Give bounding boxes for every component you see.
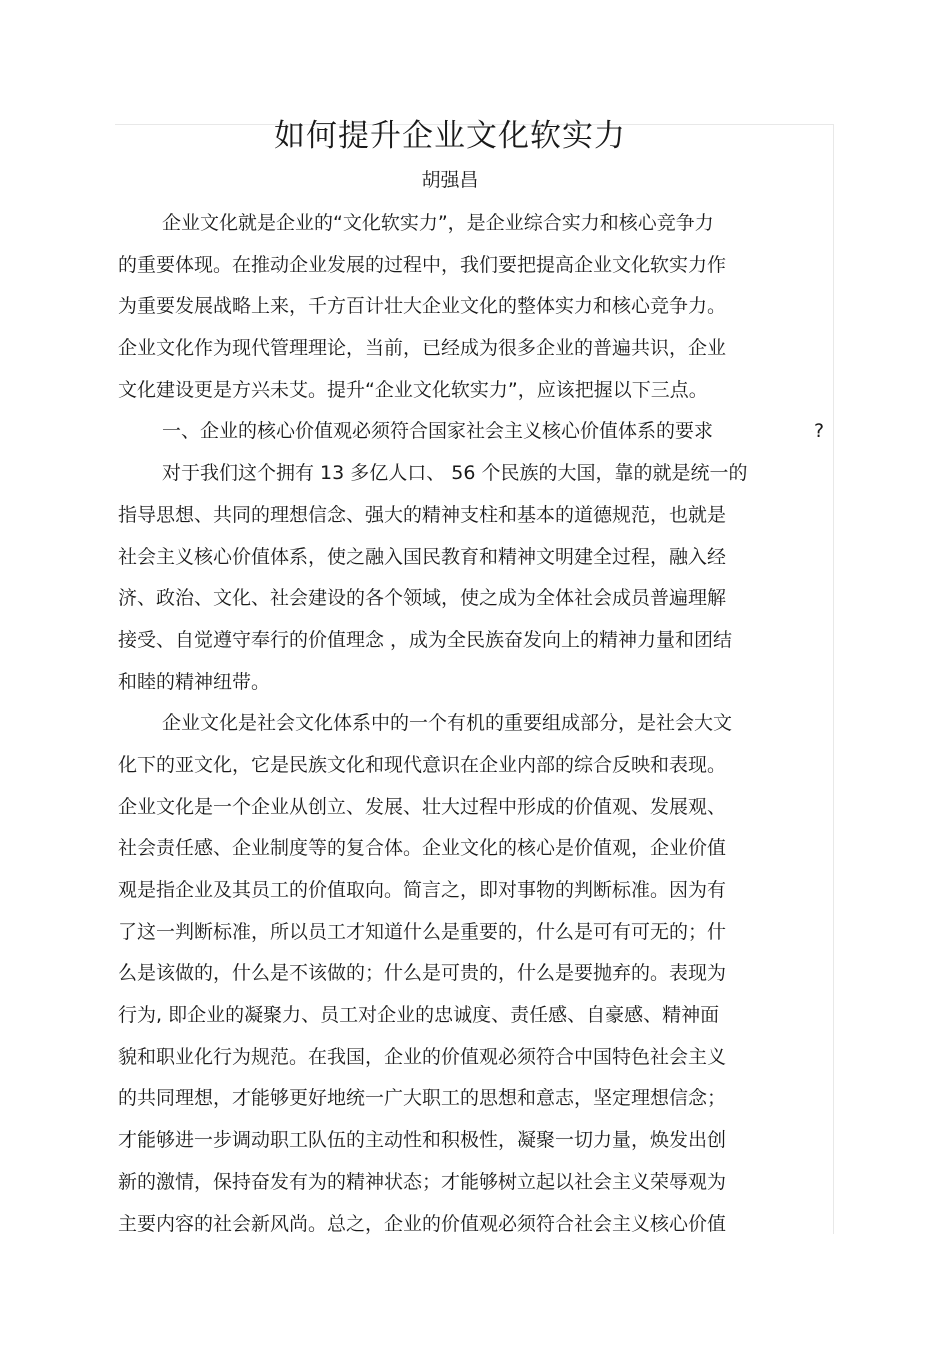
text-line: 企业文化作为现代管理理论，当前，已经成为很多企业的普遍共识，企业 <box>118 337 727 360</box>
document-body <box>118 203 828 1245</box>
text-line: 文化建设更是方兴未艾。提升“企业文化软实力”，应该把握以下三点。 <box>118 378 708 401</box>
text-line: 行为, 即企业的凝聚力、员工对企业的忠诚度、责任感、自豪感、精神面 <box>118 1004 720 1027</box>
text-line: 了这一判断标准，所以员工才知道什么是重要的，什么是可有可无的；什 <box>118 920 727 943</box>
text-line: 才能够进一步调动职工队伍的主动性和积极性，凝聚一切力量，焕发出创 <box>118 1129 727 1152</box>
heading-question-mark: ? <box>814 420 825 443</box>
text-line: 么是该做的，什么是不该做的；什么是可贵的，什么是要抛弃的。表现为 <box>118 962 727 985</box>
document-title: 如何提升企业文化软实力 <box>274 118 626 154</box>
text-line: 企业文化是社会文化体系中的一个有机的重要组成部分，是社会大文 <box>162 712 733 735</box>
text-line: 为重要发展战略上来，千方百计壮大企业文化的整体实力和核心竞争力。 <box>118 295 727 318</box>
text-line: 貌和职业化行为规范。在我国，企业的价值观必须符合中国特色社会主义 <box>118 1045 727 1068</box>
page-border-right <box>833 124 834 1234</box>
text-line: 化下的亚文化，它是民族文化和现代意识在企业内部的综合反映和表现。 <box>118 753 727 776</box>
section-heading: 一、企业的核心价值观必须符合国家社会主义核心价值体系的要求 <box>162 420 714 443</box>
text-line: 主要内容的社会新风尚。总之，企业的价值观必须符合社会主义核心价值 <box>118 1212 727 1235</box>
text-line: 社会责任感、企业制度等的复合体。企业文化的核心是价值观，企业价值 <box>118 837 727 860</box>
text-line: 新的激情，保持奋发有为的精神状态；才能够树立起以社会主义荣辱观为 <box>118 1170 727 1193</box>
text-line: 指导思想、共同的理想信念、强大的精神支柱和基本的道德规范，也就是 <box>118 503 727 526</box>
text-line: 济、政治、文化、社会建设的各个领域，使之成为全体社会成员普遍理解 <box>118 587 727 610</box>
text-line: 的重要体现。在推动企业发展的过程中，我们要把提高企业文化软实力作 <box>118 253 727 276</box>
text-line: 和睦的精神纽带。 <box>118 670 271 693</box>
text-line: 对于我们这个拥有 13 多亿人口、 56 个民族的大国，靠的就是统一的 <box>162 462 748 485</box>
text-line: 观是指企业及其员工的价值取向。简言之，即对事物的判断标准。因为有 <box>118 879 727 901</box>
text-line: 企业文化是一个企业从创立、发展、壮大过程中形成的价值观、发展观、 <box>118 795 727 818</box>
text-line: 的共同理想，才能够更好地统一广大职工的思想和意志，坚定理想信念； <box>118 1087 727 1110</box>
text-line: 社会主义核心价值体系，使之融入国民教育和精神文明建全过程，融入经 <box>118 545 727 568</box>
section-heading-line <box>118 411 828 453</box>
document-author: 胡强昌 <box>421 169 479 191</box>
text-line: 接受、自觉遵守奉行的价值理念 ，成为全民族奋发向上的精神力量和团结 <box>118 628 733 651</box>
text-line: 企业文化就是企业的“文化软实力”，是企业综合实力和核心竞争力 <box>162 212 714 234</box>
